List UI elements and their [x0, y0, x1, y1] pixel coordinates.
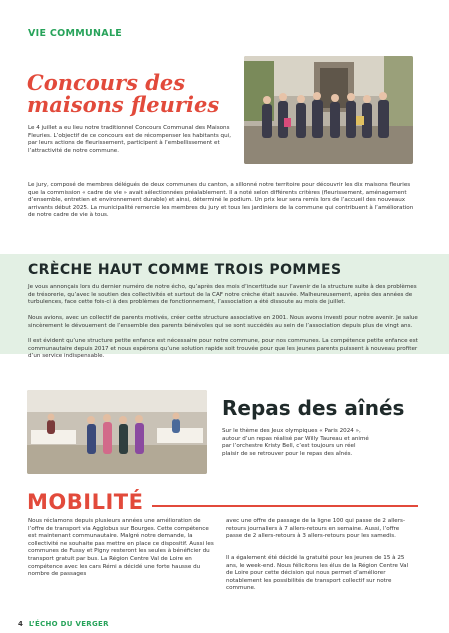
creche-paragraph-2: Nous avions, avec un collectif de parents motivés, créer cette structure associative en 2001. Nous avons investi pour notre avenir. Je salue sincèrement le dévouement de l’ensemble des parents bénévoles qui se sont succédés au sein de l’association depuis plus de vingt ans. — [28, 315, 418, 329]
page-number: 4 — [18, 620, 23, 628]
article-title-creche: CRÈCHE HAUT COMME TROIS POMMES — [28, 262, 342, 278]
creche-paragraph-1: Je vous annonçais lors du dernier numéro de notre écho, qu’après des mois d’incertitude sur l’avenir de la structure suite à des problèmes de trésorerie, qu’avec le soutien des collectivités et surtout de la CAF notre crèche était sauvée. Malheureusement, après des années de turbulences, face cette fois-ci à des problèmes de fonctionnement, l’association a été dissoute au mois de juillet. — [28, 284, 417, 306]
article-title-seniors: Repas des aînés — [222, 396, 405, 420]
publication-name: L’ÉCHO DU VERGER — [28, 620, 109, 628]
mobility-title-rule — [152, 505, 418, 507]
article-intro: Le 4 juillet a eu lieu notre traditionnel Concours Communal des Maisons Fleuries. L’objectif de ce concours est de récompenser les habitants qui, par leurs actions de fleurissement, participent à l’embellissement et l’attractivité de notre commune. — [28, 125, 231, 154]
seniors-text: Sur le thème des Jeux olympiques « Paris 2024 », autour d’un repas réalisé par Willy Taureau et animé par l’orchestre Kristy Bell, c’est toujours un réel plaisir de se retrouver pour le repas des aînés. — [222, 428, 369, 457]
page-footer — [18, 620, 109, 628]
section-label: VIE COMMUNALE — [28, 28, 123, 39]
article-title-mobility: MOBILITÉ — [27, 490, 144, 514]
photo-flower-contest — [244, 56, 413, 164]
mobility-column-2a: avec une offre de passage de la ligne 100 qui passe de 2 allers-retours journaliers à 7 allers-retours en semaine. Aussi, l’offre passe de 2 allers-retours à 3 allers-retours pour les samedis. — [226, 518, 405, 540]
mobility-column-1: Nous réclamons depuis plusieurs années une amélioration de l’offre de transport via Agglobus sur Bourges. Cette compétence est maintenant communautaire. Malgré notre demande, la collectivité ne souhaite pas mettre en place ce dispositif. Aussi les communes de Fussy et Pigny resteront les seules à bénéficier du transport gratuit par bus. La Région Centre Val de Loire en compétence avec les cars Rémi a décidé une forte hausse du nombre de passages — [28, 518, 214, 578]
article-title-flowers: Concours des maisons fleuries — [27, 70, 220, 117]
photo-seniors-meal — [27, 390, 207, 474]
creche-paragraph-3: Il est évident qu’une structure petite enfance est nécessaire pour notre commune, pour nos communes. La compétence petite enfance est communautaire depuis 2017 et nous espérons qu’une solution rapide soit trouvée pour que les jeunes parents puissent à nouveau profiter d’un service indispensable. — [28, 338, 418, 360]
article-body: Le jury, composé de membres délégués de deux communes du canton, a sillonné notre territoire pour découvrir les dix maisons fleuries que la commission « cadre de vie » avait sélectionnées préalablement. Il a noté selon différents critères (fleurissement, aménagement d’ensemble, entretien et environnement durable) et ainsi, déterminé le podium. Un prix leur sera remis lors de l’accueil des nouveaux arrivants début 2025. La municipalité remercie les membres du jury et tous les jardiniers de la commune qui contribuent à l’amélioration de notre cadre de vie à tous. — [28, 182, 414, 219]
mobility-column-2b: Il a également été décidé la gratuité pour les jeunes de 15 à 25 ans, le week-end. Nous félicitons les élus de la Région Centre Val de Loire pour cette décision qui nous permet d’améliorer notablement les possibilités de transport collectif sur notre commune. — [226, 555, 409, 592]
